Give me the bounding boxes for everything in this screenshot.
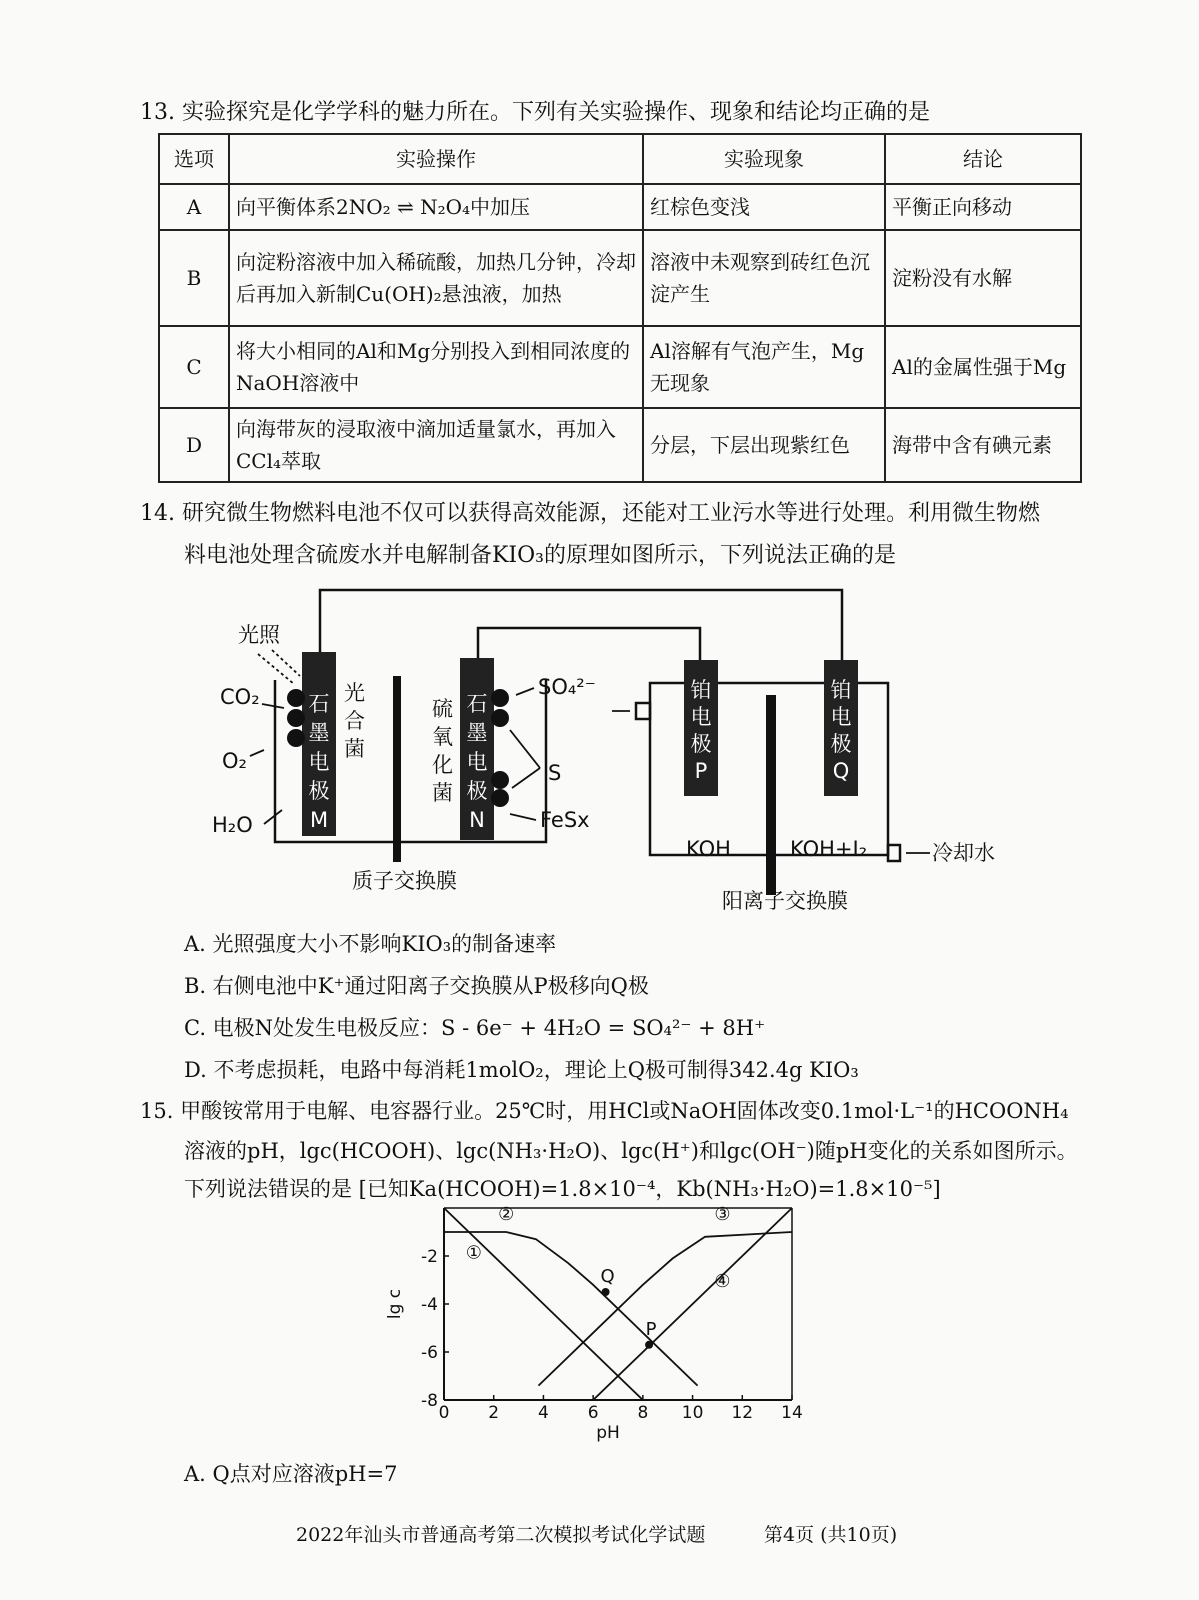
bacteria-label: 菌 xyxy=(344,737,365,761)
row-option: A xyxy=(159,184,229,230)
x-tick-label: 8 xyxy=(637,1403,649,1423)
q14-stem-line1: 14. 研究微生物燃料电池不仅可以获得高效能源，还能对工业污水等进行处理。利用微生物燃 xyxy=(140,501,1040,526)
q15-chart xyxy=(380,1200,840,1450)
x-tick-label: 6 xyxy=(587,1403,599,1423)
bacteria-label: 化 xyxy=(432,753,453,777)
row-operation: 向海带灰的浸取液中滴加适量氯水，再加入CCl₄萃取 xyxy=(229,408,643,482)
fesx-label: FeSx xyxy=(540,808,590,832)
cation-membrane xyxy=(766,695,776,895)
row-conclusion: Al的金属性强于Mg xyxy=(885,326,1081,408)
series-label: ② xyxy=(498,1204,515,1225)
koh-label: KOH xyxy=(686,837,731,861)
q15-stem-line2: 溶液的pH，lgc(HCOOH)、lgc(NH₃·H₂O)、lgc(H⁺)和lgc(OH⁻)随pH变化的关系如图所示。 xyxy=(184,1139,1078,1163)
x-tick-label: 4 xyxy=(538,1403,549,1423)
table-row xyxy=(159,230,1081,326)
electrode-m-label: M xyxy=(309,808,329,832)
cation-membrane-label: 阳离子交换膜 xyxy=(722,889,848,913)
row-phenomenon: Al溶解有气泡产生，Mg无现象 xyxy=(643,326,885,408)
series-line-3 xyxy=(538,1232,792,1386)
row-phenomenon: 红棕色变浅 xyxy=(643,184,885,230)
q14-stem-line2: 料电池处理含硫废水并电解制备KIO₃的原理如图所示，下列说法正确的是 xyxy=(184,543,896,568)
electrode-n-label: N xyxy=(469,808,485,832)
series-label: ① xyxy=(465,1242,482,1264)
x-tick-label: 10 xyxy=(681,1403,704,1423)
y-tick-label: -4 xyxy=(421,1295,438,1315)
bacteria-label: 光 xyxy=(344,681,365,705)
bacteria-m xyxy=(287,689,305,747)
electrode-p-label: 铂 xyxy=(690,678,712,702)
electrode-q-label: 极 xyxy=(830,732,852,756)
q13-stem: 13. 实验探究是化学学科的魅力所在。下列有关实验操作、现象和结论均正确的是 xyxy=(140,100,930,125)
footer-page: 第4页 (共10页) xyxy=(764,1524,898,1546)
table-header: 实验现象 xyxy=(643,134,885,184)
electrode-q-label: 电 xyxy=(830,705,852,729)
table-row xyxy=(159,326,1081,408)
electrode-m-label: 极 xyxy=(308,779,330,803)
electrode-n-label: 极 xyxy=(466,779,488,803)
q15-stem-line1: 15. 甲酸铵常用于电解、电容器行业。25℃时，用HCl或NaOH固体改变0.1mol·L⁻¹的HCOONH₄ xyxy=(140,1099,1069,1123)
inner-wire xyxy=(478,628,700,660)
q14-option-b: B. 右侧电池中K⁺通过阳离子交换膜从P极移向Q极 xyxy=(184,974,649,998)
h2o-label: H₂O xyxy=(212,813,253,837)
electrode-q-label: 铂 xyxy=(830,678,852,702)
row-option: C xyxy=(159,326,229,408)
table-header: 选项 xyxy=(159,134,229,184)
q15-stem-line3: 下列说法错误的是 [已知Ka(HCOOH)=1.8×10⁻⁴，Kb(NH₃·H₂O)=1.8×10⁻⁵] xyxy=(184,1177,941,1201)
outer-wire xyxy=(320,590,842,660)
bacteria-label: 氧 xyxy=(432,725,453,749)
y-tick-label: -2 xyxy=(421,1247,438,1267)
x-tick-label: 2 xyxy=(488,1403,500,1423)
row-operation: 向淀粉溶液中加入稀硫酸，加热几分钟，冷却后再加入新制Cu(OH)₂悬浊液，加热 xyxy=(229,230,643,326)
x-axis-label: pH xyxy=(596,1423,620,1443)
so4-label: SO₄²⁻ xyxy=(538,675,596,699)
y-tick-label: -6 xyxy=(421,1343,438,1363)
table-header: 结论 xyxy=(885,134,1081,184)
y-tick-label: -8 xyxy=(421,1391,438,1411)
footer-title: 2022年汕头市普通高考第二次模拟考试化学试题 xyxy=(296,1524,706,1546)
electrode-m-label: 墨 xyxy=(308,721,330,745)
series-label: ③ xyxy=(714,1204,731,1225)
electrode-q-label: Q xyxy=(832,759,850,783)
row-operation: 将大小相同的Al和Mg分别投入到相同浓度的NaOH溶液中 xyxy=(229,326,643,408)
bacteria-label: 菌 xyxy=(432,781,453,805)
row-phenomenon: 分层，下层出现紫红色 xyxy=(643,408,885,482)
electrode-m-label: 电 xyxy=(308,750,330,774)
row-option: D xyxy=(159,408,229,482)
q13-table xyxy=(158,133,1082,483)
proton-membrane xyxy=(393,676,401,862)
light-label: 光照 xyxy=(238,623,280,647)
bacteria-label: 硫 xyxy=(432,697,453,721)
proton-membrane-label: 质子交换膜 xyxy=(352,869,457,893)
electrode-m-label: 石 xyxy=(308,692,330,716)
cooling-water-label: 冷却水 xyxy=(932,841,995,865)
s-label: S xyxy=(548,761,562,785)
x-tick-label: 14 xyxy=(781,1403,803,1423)
electrode-p-label: P xyxy=(694,759,708,783)
point-Q xyxy=(602,1288,610,1296)
series-line-2 xyxy=(444,1232,698,1386)
row-phenomenon: 溶液中未观察到砖红色沉淀产生 xyxy=(643,230,885,326)
table-header-row xyxy=(159,134,1081,184)
outlet-tube xyxy=(636,703,650,719)
q14-option-a: A. 光照强度大小不影响KIO₃的制备速率 xyxy=(184,932,557,956)
electrode-p-label: 极 xyxy=(690,732,712,756)
series-label: ④ xyxy=(714,1271,731,1293)
point-P xyxy=(645,1341,653,1349)
electrode-n-label: 电 xyxy=(466,750,488,774)
electrode-n-label: 石 xyxy=(466,692,488,716)
table-row xyxy=(159,408,1081,482)
electrode-n-label: 墨 xyxy=(466,721,488,745)
q14-option-c: C. 电极N处发生电极反应：S - 6e⁻ + 4H₂O = SO₄²⁻ + 8H⁺ xyxy=(184,1016,766,1040)
row-operation: 向平衡体系2NO₂ ⇌ N₂O₄中加压 xyxy=(229,184,643,230)
point-label: Q xyxy=(600,1266,615,1287)
koh-i2-label: KOH+I₂ xyxy=(790,837,868,861)
table-header: 实验操作 xyxy=(229,134,643,184)
x-tick-label: 0 xyxy=(438,1403,450,1423)
x-tick-label: 12 xyxy=(731,1403,754,1423)
cooling-inlet xyxy=(888,845,900,861)
bacteria-label: 合 xyxy=(344,709,365,733)
row-conclusion: 淀粉没有水解 xyxy=(885,230,1081,326)
q15-option-a: A. Q点对应溶液pH=7 xyxy=(184,1462,398,1486)
point-label: P xyxy=(645,1318,657,1340)
row-conclusion: 平衡正向移动 xyxy=(885,184,1081,230)
row-conclusion: 海带中含有碘元素 xyxy=(885,408,1081,482)
row-option: B xyxy=(159,230,229,326)
table-row xyxy=(159,184,1081,230)
q14-electrochem-diagram xyxy=(0,580,1199,920)
y-axis-label: lg c xyxy=(385,1288,405,1320)
o2-label: O₂ xyxy=(222,749,247,773)
co2-label: CO₂ xyxy=(220,685,260,709)
electrode-p-label: 电 xyxy=(690,705,712,729)
q14-option-d: D. 不考虑损耗，电路中每消耗1molO₂，理论上Q极可制得342.4g KIO₃ xyxy=(184,1058,859,1082)
